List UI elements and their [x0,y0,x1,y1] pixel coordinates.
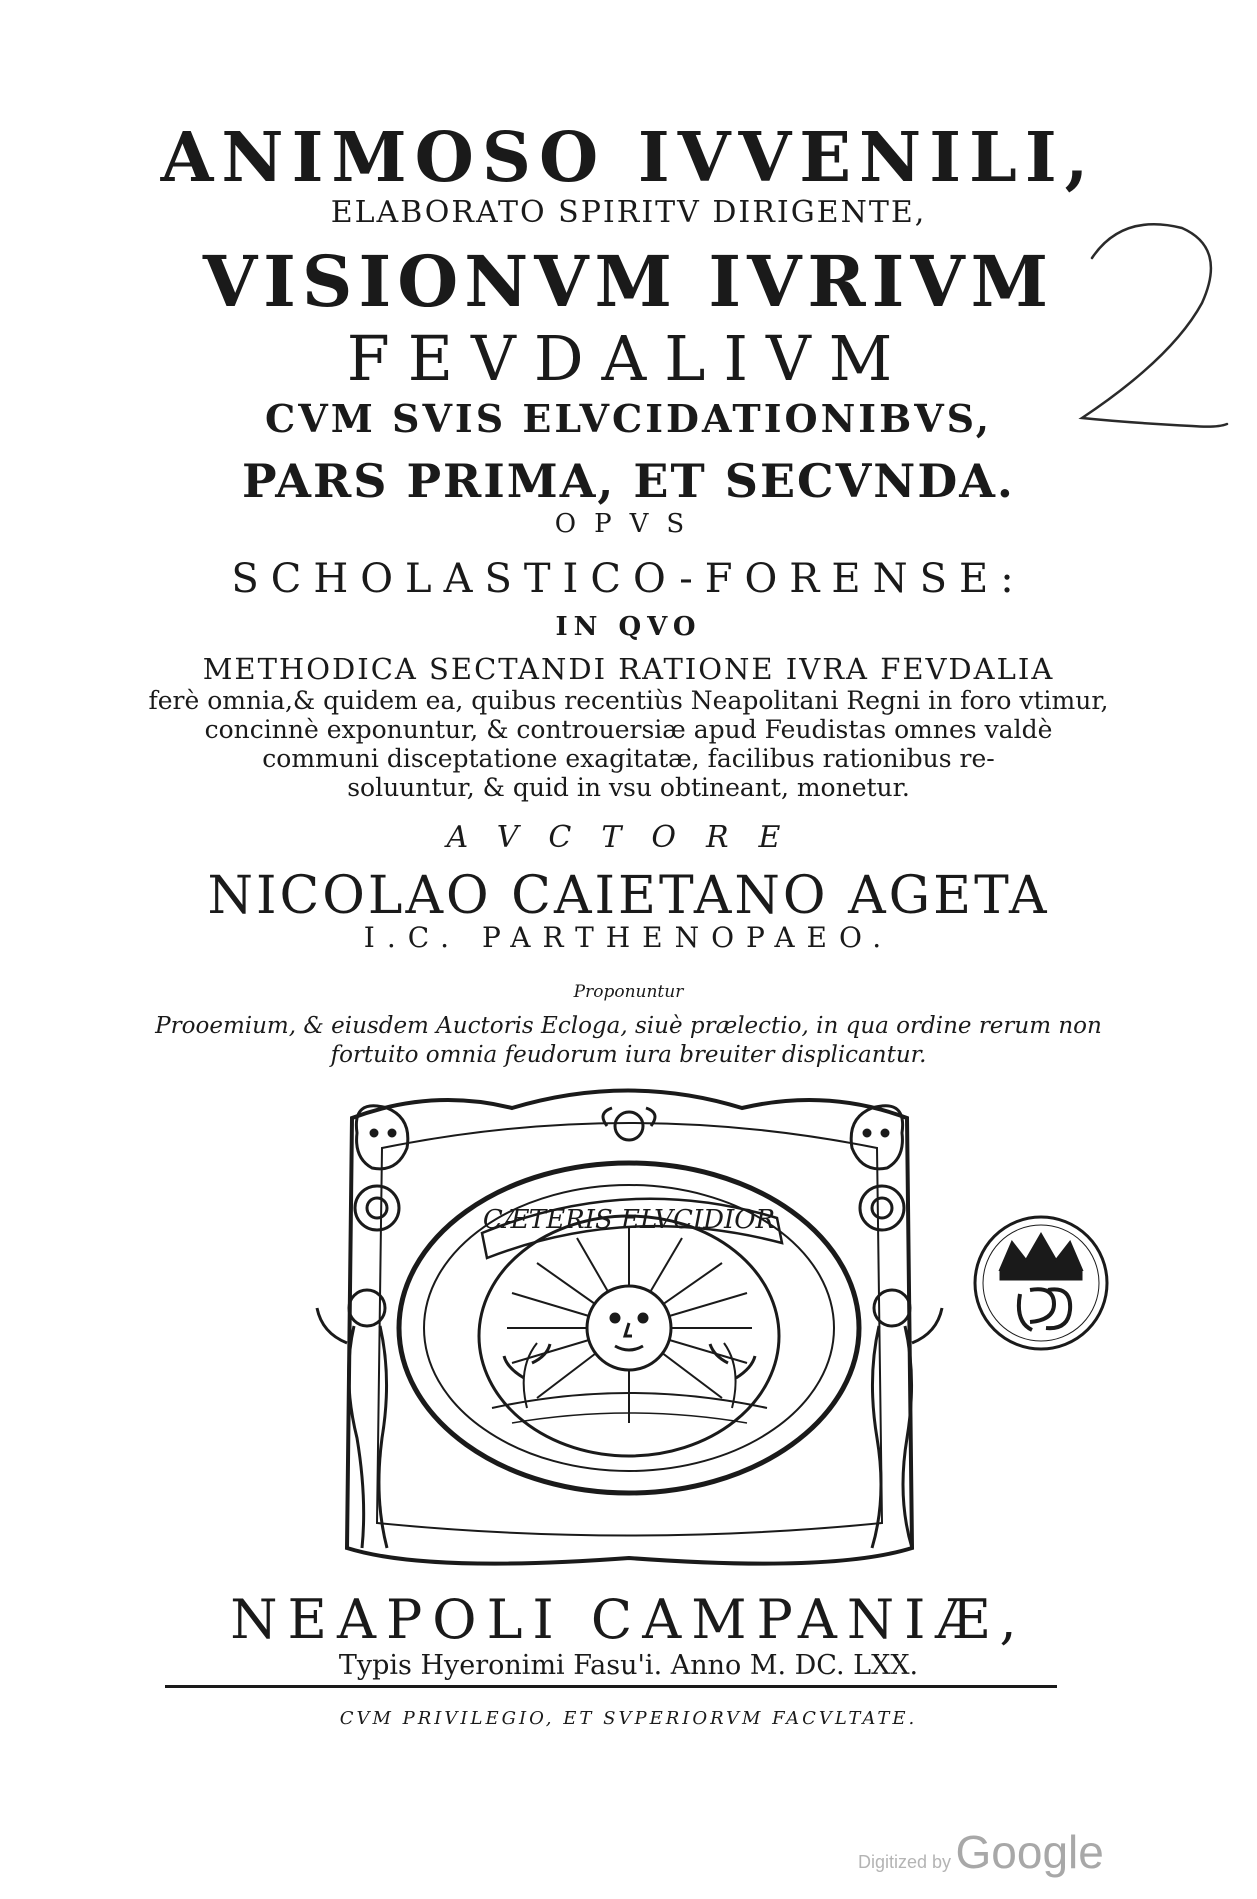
title-line-10: METHODICA SECTANDI RATIONE IVRA FEVDALIA [202,652,1055,686]
auctore-label: AVCTORE [446,820,811,855]
description-line: concinnè exponuntur, & controuersiæ apud Feudistas omnes valdè [204,715,1053,744]
author-name: NICOLAO CAIETANO AGETA [207,866,1050,926]
handwritten-number-2 [1062,218,1230,448]
description-paragraph [0,686,1257,802]
google-logo: Google [955,1826,1104,1878]
printer-device-emblem [312,1078,947,1576]
place-of-publication: NEAPOLI CAMPANIÆ, [230,1588,1027,1651]
description-line: ferè omnia,& quidem ea, quibus recentiùs Neapolitani Regni in foro vtimur, [148,686,1109,715]
proponuntur-label: Proponuntur [573,982,684,1002]
privilege-line: CVM PRIVILEGIO, ET SVPERIORVM FACVLTATE. [339,1708,918,1729]
library-stamp-icon [970,1212,1112,1354]
prooemium-line: fortuito omnia feudorum iura breuiter displicantur. [330,1042,927,1068]
author-title: I.C. PARTHENOPAEO. [363,921,894,954]
prooemium-line: Prooemium, & eiusdem Auctoris Ecloga, siuè prælectio, in qua ordine rerum non [155,1013,1102,1039]
title-line-2: ELABORATO SPIRITV DIRIGENTE, [330,195,927,230]
description-line: communi disceptatione exagitatæ, facilibus rationibus re- [262,744,995,773]
title-line-9: IN QVO [555,612,702,642]
horizontal-rule [165,1685,1057,1688]
title-line-3: VISIONVM IVRIVM [202,240,1055,323]
title-line-5: CVM SVIS ELVCIDATIONIBVS, [264,396,992,441]
title-line-6: PARS PRIMA, ET SECVNDA. [242,454,1015,508]
emblem-motto: CÆTERIS ELVCIDIOR [482,1205,776,1235]
title-line-4: FEVDALIVM [346,322,911,395]
imprint-line: Typis Hyeronimi Fasu'i. Anno M. DC. LXX. [338,1650,919,1681]
google-watermark [858,1825,1104,1879]
description-line: soluuntur, & quid in vsu obtineant, monetur. [347,773,910,802]
title-line-8: SCHOLASTICO-FORENSE: [231,556,1026,602]
prooemium-paragraph [0,1012,1257,1070]
title-line-1: ANIMOSO IVVENILI, [160,118,1097,198]
title-line-7: OPVS [554,509,703,539]
digitized-by-label: Digitized by [858,1852,952,1872]
